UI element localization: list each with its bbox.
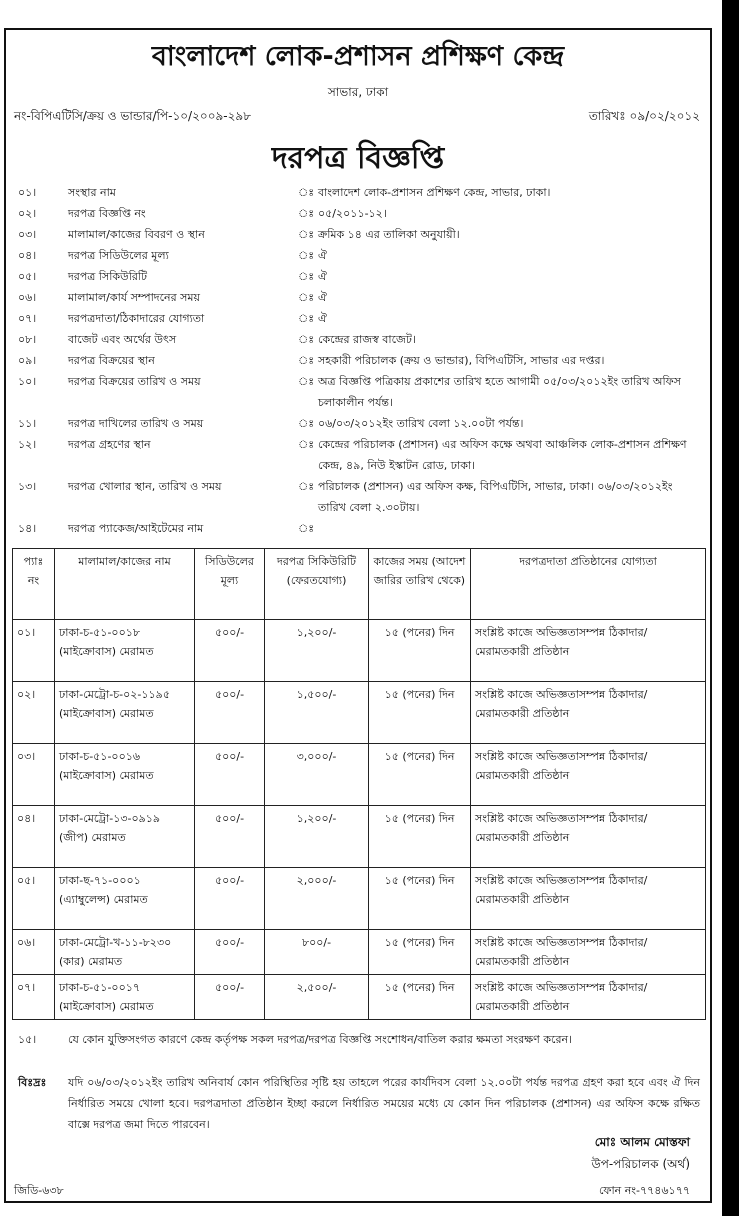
info-row-separator: ঃ (298, 417, 315, 430)
info-row-label: দরপত্র সিডিউলের মূল্য (68, 249, 169, 262)
info-row (12, 245, 706, 266)
table-row (13, 930, 706, 975)
notice-title: দরপত্র বিজ্ঞপ্তি (271, 141, 445, 176)
info-row (12, 266, 706, 287)
info-row-label: মালামাল/কার্য সম্পাদনের সময় (68, 291, 200, 304)
info-row-number: ০৭। (18, 312, 37, 325)
info-row-label: দরপত্র প্যাকেজ/আইটেমের নাম (68, 522, 204, 535)
notice-date: তারিখঃ ০৯/০২/২০১২ (588, 109, 700, 123)
row-package-no: ০৪। (13, 806, 55, 868)
info-row-separator: ঃ (298, 291, 315, 304)
info-row-separator: ঃ (298, 333, 315, 346)
row-schedule-price: ৫০০/- (195, 620, 265, 682)
info-row-label: মালামাল/কাজের বিবরণ ও স্থান (68, 228, 205, 241)
info-row-number: ০২। (18, 207, 37, 220)
row-package-no: ০৩। (13, 744, 55, 806)
info-row-value: বাংলাদেশ লোক-প্রশাসন প্রশিক্ষণ কেন্দ্র, সাভার, ঢাকা। (318, 186, 551, 199)
row-item-name: ঢাকা-ছ-৭১-০০০১ (এ্যাম্বুলেন্স) মেরামত (55, 868, 195, 930)
info-row-label: দরপত্র সিকিউরিটি (68, 270, 148, 283)
row-schedule-price: ৫০০/- (195, 682, 265, 744)
header-qualification: দরপত্রদাতা প্রতিষ্ঠানের যোগ্যতা (471, 549, 706, 620)
info-row-label: দরপত্র বিক্রয়ের তারিখ ও সময় (68, 375, 201, 388)
info-row-label: দরপত্রদাতা/ঠিকাদারের যোগ্যতা (68, 312, 205, 325)
info-row-number: ১৩। (18, 480, 37, 493)
clause-15-number: ১৫। (18, 1033, 37, 1046)
info-row-separator: ঃ (298, 312, 315, 325)
info-row-label: সংস্থার নাম (68, 186, 116, 199)
info-row (12, 371, 706, 413)
header-work-time: কাজের সময় (আদেশ জারির তারিখ থেকে) (369, 549, 471, 620)
info-row-label: বাজেট এবং অর্থের উৎস (68, 333, 177, 346)
row-qualification: সংশ্লিষ্ট কাজে অভিজ্ঞতাসম্পন্ন ঠিকাদার/মেরামতকারী প্রতিষ্ঠান (471, 868, 706, 930)
info-row-number: ০৫। (18, 270, 37, 283)
info-row (12, 224, 706, 245)
row-package-no: ০২। (13, 682, 55, 744)
gd-number: জিডি-৬৩৮ (14, 1184, 64, 1197)
clause-15-text: যে কোন যুক্তিসংগত কারণে কেন্দ্র কর্তৃপক্ষ সকল দরপত্র/দরপত্র বিজ্ঞপ্তি সংশোধন/বাতিল করার ক্ষমতা সংরক্ষণ করেন। (68, 1033, 572, 1046)
organization-title: বাংলাদেশ লোক-প্রশাসন প্রশিক্ষণ কেন্দ্র (151, 41, 565, 72)
table-row (13, 682, 706, 744)
header-package-no: প্যাঃ নং (13, 549, 55, 620)
info-row-value: পরিচালক (প্রশাসন) এর অফিস কক্ষ, বিপিএটিসি, সাভার, ঢাকা। ০৬/০৩/২০১২ইং তারিখ বেলা ২.৩০টায়। (318, 480, 673, 514)
table-row (13, 975, 706, 1020)
row-security: ৩,০০০/- (265, 744, 369, 806)
info-row-separator: ঃ (298, 354, 315, 367)
row-work-time: ১৫ (পনের) দিন (369, 620, 471, 682)
row-schedule-price: ৫০০/- (195, 930, 265, 975)
signatory-title: উপ-পরিচালক (অর্থ) (591, 1157, 690, 1171)
info-row (12, 287, 706, 308)
table-row (13, 620, 706, 682)
row-security: ১,৫০০/- (265, 682, 369, 744)
info-row-separator: ঃ (298, 375, 315, 388)
row-work-time: ১৫ (পনের) দিন (369, 682, 471, 744)
table-row (13, 868, 706, 930)
info-row-number: ০৪। (18, 249, 37, 262)
info-row-value: ঐ (318, 270, 327, 283)
info-row-value: সহকারী পরিচালক (ক্রয় ও ভান্ডার), বিপিএটিসি, সাভার এর দপ্তর। (318, 354, 605, 367)
header-security: দরপত্র সিকিউরিটি (ফেরতযোগ্য) (265, 549, 369, 620)
row-qualification: সংশ্লিষ্ট কাজে অভিজ্ঞতাসম্পন্ন ঠিকাদার/মেরামতকারী প্রতিষ্ঠান (471, 975, 706, 1020)
reference-number: নং-বিপিএটিসি/ক্রয় ও ভান্ডার/পি-১০/২০০৯-২৯৮ (14, 109, 251, 123)
row-qualification: সংশ্লিষ্ট কাজে অভিজ্ঞতাসম্পন্ন ঠিকাদার/মেরামতকারী প্রতিষ্ঠান (471, 806, 706, 868)
clause-15 (12, 1030, 706, 1049)
info-row-label: দরপত্র খোলার স্থান, তারিখ ও সময় (68, 480, 222, 493)
info-row-value: ০৫/২০১১-১২। (318, 207, 387, 220)
row-item-name: ঢাকা-মেট্রো-১৩-০৯১৯ (জীপ) মেরামত (55, 806, 195, 868)
table-header-row (13, 549, 706, 620)
info-row (12, 203, 706, 224)
row-security: ৮০০/- (265, 930, 369, 975)
row-item-name: ঢাকা-চ-৫১-০০১৬ (মাইক্রোবাস) মেরামত (55, 744, 195, 806)
info-row-separator: ঃ (298, 522, 315, 535)
info-row-label: দরপত্র বিজ্ঞপ্তি নং (68, 207, 146, 220)
info-row (12, 413, 706, 434)
row-qualification: সংশ্লিষ্ট কাজে অভিজ্ঞতাসম্পন্ন ঠিকাদার/মেরামতকারী প্রতিষ্ঠান (471, 682, 706, 744)
info-row (12, 476, 706, 518)
info-row-value: ক্রমিক ১৪ এর তালিকা অনুযায়ী। (318, 228, 460, 241)
info-row-separator: ঃ (298, 186, 315, 199)
row-security: ২,০০০/- (265, 868, 369, 930)
info-row-number: ০৩। (18, 228, 37, 241)
note-label: বিঃদ্রঃ (18, 1076, 47, 1089)
phone-number: ফোন নং-৭৭৪৬১৭৭ (598, 1184, 690, 1197)
info-row-value: অত্র বিজ্ঞপ্তি পত্রিকায় প্রকাশের তারিখ হতে আগামী ০৫/০৩/২০১২ইং তারিখ অফিস চলাকালীন পর্যন্ত। (318, 375, 681, 409)
header-item-name: মালামাল/কাজের নাম (55, 549, 195, 620)
row-work-time: ১৫ (পনের) দিন (369, 744, 471, 806)
row-security: ১,২০০/- (265, 620, 369, 682)
signatory-name: মোঃ আলম মোস্তফা (594, 1135, 690, 1149)
info-row-number: ১৪। (18, 522, 37, 535)
row-item-name: ঢাকা-মেট্রো-খ-১১-৮২৩০ (কার) মেরামত (55, 930, 195, 975)
table-row (13, 806, 706, 868)
row-work-time: ১৫ (পনের) দিন (369, 806, 471, 868)
info-list (12, 182, 706, 539)
info-row (12, 329, 706, 350)
row-item-name: ঢাকা-চ-৫১-০০১৭ (মাইক্রোবাস) মেরামত (55, 975, 195, 1020)
info-row-number: ০১। (18, 186, 37, 199)
info-row (12, 308, 706, 329)
info-row (12, 350, 706, 371)
row-package-no: ০৬। (13, 930, 55, 975)
row-schedule-price: ৫০০/- (195, 975, 265, 1020)
row-package-no: ০৫। (13, 868, 55, 930)
info-row (12, 518, 706, 539)
tender-notice-page (4, 28, 712, 1203)
row-item-name: ঢাকা-চ-৫১-০০১৮ (মাইক্রোবাস) মেরামত (55, 620, 195, 682)
info-row-label: দরপত্র দাখিলের তারিখ ও সময় (68, 417, 204, 430)
table-row (13, 744, 706, 806)
info-row-separator: ঃ (298, 249, 315, 262)
header-schedule-price: সিডিউলের মূল্য (195, 549, 265, 620)
row-package-no: ০১। (13, 620, 55, 682)
info-row-value: ঐ (318, 291, 327, 304)
info-row-number: ১২। (18, 438, 37, 451)
info-row-value: ঐ (318, 249, 327, 262)
info-row-separator: ঃ (298, 207, 315, 220)
row-qualification: সংশ্লিষ্ট কাজে অভিজ্ঞতাসম্পন্ন ঠিকাদার/মেরামতকারী প্রতিষ্ঠান (471, 744, 706, 806)
special-note (12, 1072, 706, 1135)
row-item-name: ঢাকা-মেট্রো-চ-০২-১১৯৫ (মাইক্রোবাস) মেরামত (55, 682, 195, 744)
info-row-value: ঐ (318, 312, 327, 325)
info-row-separator: ঃ (298, 228, 315, 241)
row-work-time: ১৫ (পনের) দিন (369, 975, 471, 1020)
row-work-time: ১৫ (পনের) দিন (369, 868, 471, 930)
info-row-number: ০৯। (18, 354, 37, 367)
info-row (12, 434, 706, 476)
row-work-time: ১৫ (পনের) দিন (369, 930, 471, 975)
info-row-value: কেন্দ্রের পরিচালক (প্রশাসন) এর অফিস কক্ষে অথবা আঞ্চলিক লোক-প্রশাসন প্রশিক্ষণ কেন্দ্র, ৪৯, নিউ ইস্কাটন রোড, ঢাকা। (318, 438, 687, 472)
info-row-separator: ঃ (298, 480, 315, 493)
info-row (12, 182, 706, 203)
organization-location: সাভার, ঢাকা (327, 85, 389, 99)
note-text: যদি ০৬/০৩/২০১২ইং তারিখ অনিবার্য কোন পরিস্থিতির সৃষ্টি হয় তাহলে পরের কার্যদিবস বেলা ১২.০০টা পর্যন্ত দরপত্র গ্রহণ করা হবে এবং ঐ দিন নির্ধারিত সময়ে খোলা হবে। দরপত্রদাতা প্রতিষ্ঠান ইচ্ছা করলে নির্ধারিত সময়ের মধ্যে যে কোন দিন পরিচালক (প্রশাসন) এর অফিস কক্ষে রক্ষিত বাক্সে দরপত্র জমা দিতে পারবেন। (68, 1076, 700, 1131)
row-schedule-price: ৫০০/- (195, 868, 265, 930)
row-security: ১,২০০/- (265, 806, 369, 868)
row-qualification: সংশ্লিষ্ট কাজে অভিজ্ঞতাসম্পন্ন ঠিকাদার/মেরামতকারী প্রতিষ্ঠান (471, 930, 706, 975)
info-row-value: কেন্দ্রের রাজস্ব বাজেট। (318, 333, 416, 346)
info-row-number: ০৮। (18, 333, 37, 346)
scan-edge-shadow (722, 0, 739, 1216)
row-schedule-price: ৫০০/- (195, 806, 265, 868)
info-row-value: ০৬/০৩/২০১২ইং তারিখ বেলা ১২.০০টা পর্যন্ত। (318, 417, 524, 430)
info-row-separator: ঃ (298, 270, 315, 283)
row-qualification: সংশ্লিষ্ট কাজে অভিজ্ঞতাসম্পন্ন ঠিকাদার/মেরামতকারী প্রতিষ্ঠান (471, 620, 706, 682)
row-security: ২,৫০০/- (265, 975, 369, 1020)
info-row-number: ০৬। (18, 291, 37, 304)
info-row-label: দরপত্র গ্রহণের স্থান (68, 438, 151, 451)
info-row-number: ১১। (18, 417, 37, 430)
info-row-separator: ঃ (298, 438, 315, 451)
package-table (12, 548, 706, 1020)
info-row-label: দরপত্র বিক্রয়ের স্থান (68, 354, 155, 367)
row-package-no: ০৭। (13, 975, 55, 1020)
row-schedule-price: ৫০০/- (195, 744, 265, 806)
info-row-number: ১০। (18, 375, 37, 388)
